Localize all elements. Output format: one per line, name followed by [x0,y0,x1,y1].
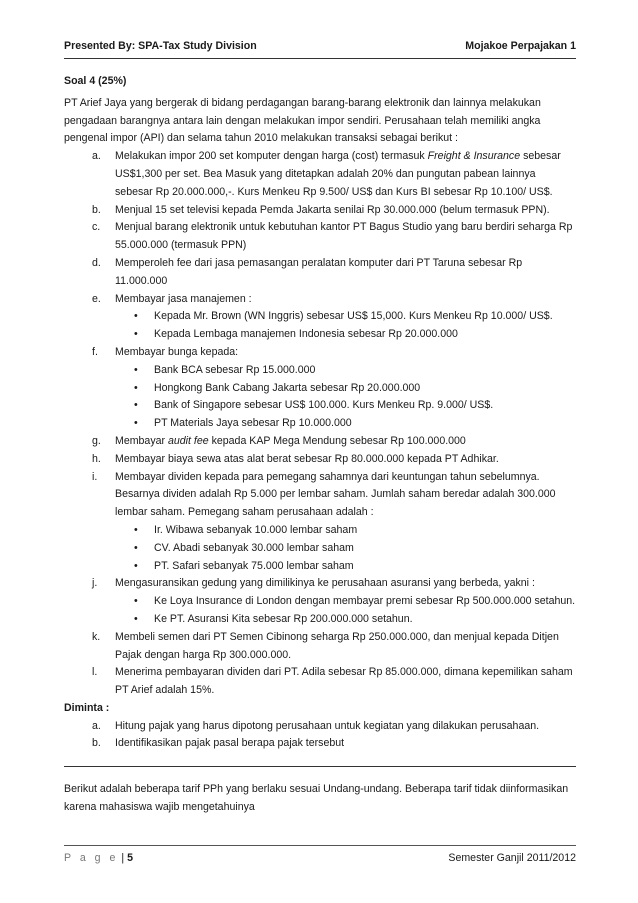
bullet-icon: • [134,595,138,608]
closing-paragraph: Berikut adalah beberapa tarif PPh yang berlaku sesuai Undang-undang. Beberapa tarif tidak diinformasikan karena mahasiswa wajib mengetahuinya [64,783,569,813]
sub-list-item [115,308,576,326]
page-footer [64,852,576,864]
sub-list-item [115,362,576,380]
page-header [64,40,576,52]
sub-list-item [115,380,576,398]
bullet-icon: • [134,541,138,554]
item-marker: i. [92,470,98,483]
bullet-icon: • [134,310,138,323]
item-marker: k. [92,630,101,643]
sub-item-text: Ke PT. Asuransi Kita sebesar Rp 200.000.000 setahun. [154,612,413,625]
question-intro: PT Arief Jaya yang bergerak di bidang perdagangan barang-barang elektronik dan lainnya melakukan pengadaan barangnya antara lain dengan melakukan impor sendiri. Perusahaan telah memiliki angka pengenal impor (API) dan selama tahun 2010 melakukan transaksi sebagai berikut : [64,96,541,145]
sub-list [115,362,576,433]
bullet-icon: • [134,381,138,394]
sub-list [115,593,576,629]
sub-list-item [115,540,576,558]
item-text-pre: Membayar [115,434,168,447]
list-item [64,344,576,433]
bullet-icon: • [134,328,138,341]
header-title: Mojakoe Perpajakan 1 [465,40,576,52]
page-number: 5 [127,852,133,864]
bullet-icon: • [134,417,138,430]
requirements-list [64,718,576,754]
page-separator: | [121,852,125,864]
list-item [64,202,576,220]
question-title: Soal 4 (25%) [64,75,127,87]
item-text: Membayar bunga kepada: [115,345,239,358]
sub-list-item [115,558,576,576]
section-divider [64,766,576,767]
page-indicator [64,852,133,864]
sub-list [115,522,576,575]
item-text-post: kepada KAP Mega Mendung sebesar Rp 100.000.000 [208,434,466,447]
header-divider [64,58,576,59]
item-marker: j. [92,577,98,590]
item-text: Menjual barang elektronik untuk kebutuhan kantor PT Bagus Studio yang baru berdiri seharga Rp 55.000.000 (termasuk PPN) [115,221,573,252]
sub-list-item [115,611,576,629]
item-text-italic: audit fee [167,434,209,447]
sub-list-item [115,326,576,344]
bullet-icon: • [134,612,138,625]
sub-item-text: CV. Abadi sebanyak 30.000 lembar saham [154,541,354,554]
list-item [64,629,576,665]
list-item [64,219,576,255]
item-text: Membayar dividen kepada para pemegang sahamnya dari keuntungan tahun sebelumnya. Besarnya dividen adalah Rp 5.000 per lembar saham. Jumlah saham beredar adalah 300.000 lembar saham. Pemegang saham perusahaan adalah : [115,470,556,519]
item-marker: g. [92,434,101,447]
item-text-post: sebesar US$1,300 per set. Bea Masuk yang ditetapkan adalah 20% dan pungutan pabean lainnya sebesar Rp 20.000.000,-. Kurs Menkeu Rp 9.500/ US$ dan Kurs BI sebesar Rp 10.100/ US$. [115,150,561,198]
page-label: P a g e [64,852,119,864]
item-text: Memperoleh fee dari jasa pemasangan peralatan komputer dari PT Taruna sebesar Rp 11.000.000 [115,256,523,287]
item-text: Menerima pembayaran dividen dari PT. Adila sebesar Rp 85.000.000, dimana kepemilikan saham PT Arief adalah 15%. [115,666,573,697]
item-marker: b. [92,737,101,750]
transaction-list [64,148,576,700]
sub-item-text: Kepada Mr. Brown (WN Inggris) sebesar US$ 15,000. Kurs Menkeu Rp 10.000/ US$. [154,310,553,323]
item-text: Membeli semen dari PT Semen Cibinong seharga Rp 250.000.000, dan menjual kepada Ditjen Pajak dengan harga Rp 300.000.000. [115,630,559,661]
bullet-icon: • [134,523,138,536]
list-item [64,575,576,628]
item-marker: b. [92,203,101,216]
sub-item-text: Bank of Singapore sebesar US$ 100.000. Kurs Menkeu Rp. 9.000/ US$. [154,399,494,412]
list-item [64,664,576,700]
item-text: Membayar biaya sewa atas alat berat sebesar Rp 80.000.000 kepada PT Adhikar. [115,452,499,465]
item-text: Membayar jasa manajemen : [115,292,252,305]
sub-item-text: Bank BCA sebesar Rp 15.000.000 [154,363,316,376]
bullet-icon: • [134,363,138,376]
sub-item-text: Hongkong Bank Cabang Jakarta sebesar Rp 20.000.000 [154,381,421,394]
document-body [64,73,576,753]
list-item [64,469,576,576]
item-marker: c. [92,221,101,234]
sub-item-text: Kepada Lembaga manajemen Indonesia sebesar Rp 20.000.000 [154,328,458,341]
list-item [64,255,576,291]
bullet-icon: • [134,559,138,572]
list-item [64,291,576,344]
item-text-pre: Melakukan impor 200 set komputer dengan harga (cost) termasuk [115,150,428,163]
list-item [64,433,576,451]
item-marker: h. [92,452,101,465]
sub-item-text: PT. Safari sebanyak 75.000 lembar saham [154,559,354,572]
item-marker: e. [92,292,101,305]
sub-list-item [115,522,576,540]
list-item [64,451,576,469]
item-text: Mengasuransikan gedung yang dimilikinya ke perusahaan asuransi yang berbeda, yakni : [115,577,535,590]
sub-list-item [115,593,576,611]
item-marker: d. [92,256,101,269]
item-marker: a. [92,150,101,163]
semester-label: Semester Ganjil 2011/2012 [448,852,576,864]
sub-item-text: PT Materials Jaya sebesar Rp 10.000.000 [154,417,352,430]
item-marker: f. [92,345,98,358]
item-text: Identifikasikan pajak pasal berapa pajak tersebut [115,737,345,750]
item-text: Hitung pajak yang harus dipotong perusahaan untuk kegiatan yang dilakukan perusahaan. [115,719,540,732]
bullet-icon: • [134,399,138,412]
item-text-italic: Freight & Insurance [427,150,521,163]
requirements-title: Diminta : [64,701,110,714]
list-item [64,718,576,736]
item-text: Menjual 15 set televisi kepada Pemda Jakarta senilai Rp 30.000.000 (belum termasuk PPN). [115,203,550,216]
footer-divider [64,845,576,846]
sub-list [115,308,576,344]
item-marker: a. [92,719,101,732]
list-item [64,735,576,753]
header-author: Presented By: SPA-Tax Study Division [64,40,257,52]
sub-list-item [115,415,576,433]
sub-list-item [115,397,576,415]
item-marker: l. [92,666,98,679]
list-item [64,148,576,201]
sub-item-text: Ke Loya Insurance di London dengan membayar premi sebesar Rp 500.000.000 setahun. [154,595,576,608]
sub-item-text: Ir. Wibawa sebanyak 10.000 lembar saham [154,523,358,536]
